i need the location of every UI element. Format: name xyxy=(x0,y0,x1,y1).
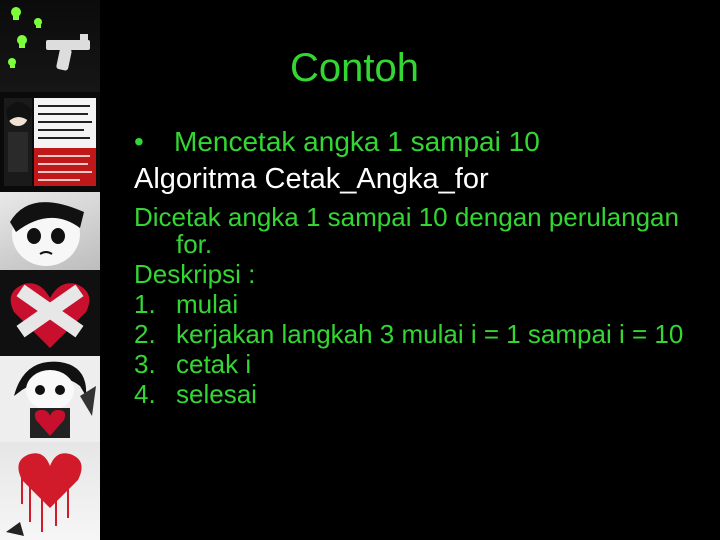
step-number: 2. xyxy=(134,319,156,349)
slide-title: Contoh xyxy=(290,46,419,90)
step-item xyxy=(134,321,704,348)
crying-face-image xyxy=(0,192,100,270)
bullet-point xyxy=(134,124,540,160)
skulls-gun-image xyxy=(0,0,100,92)
decorative-collage xyxy=(0,0,100,540)
step-number: 4. xyxy=(134,379,156,409)
step-text: selesai xyxy=(176,379,257,409)
algorithm-title: Algoritma Cetak_Angka_for xyxy=(134,163,489,195)
step-number: 3. xyxy=(134,349,156,379)
step-item xyxy=(134,381,704,408)
dripping-heart-image xyxy=(0,442,100,540)
step-text: cetak i xyxy=(176,349,252,379)
step-text: kerjakan langkah 3 mulai i = 1 sampai i = 10 xyxy=(176,319,684,349)
intro-text: Dicetak angka 1 sampai 10 dengan perulangan for. xyxy=(134,202,679,259)
bullet-icon: • xyxy=(134,126,144,157)
slide-body xyxy=(134,204,704,411)
step-item xyxy=(134,351,704,378)
emo-girl-heart-image xyxy=(0,356,100,442)
step-number: 1. xyxy=(134,289,156,319)
taped-heart-image xyxy=(0,270,100,356)
bullet-text: Mencetak angka 1 sampai 10 xyxy=(174,126,540,157)
description-label: Deskripsi : xyxy=(134,259,256,289)
step-item xyxy=(134,291,704,318)
emo-note-image xyxy=(0,92,100,192)
step-text: mulai xyxy=(176,289,239,319)
